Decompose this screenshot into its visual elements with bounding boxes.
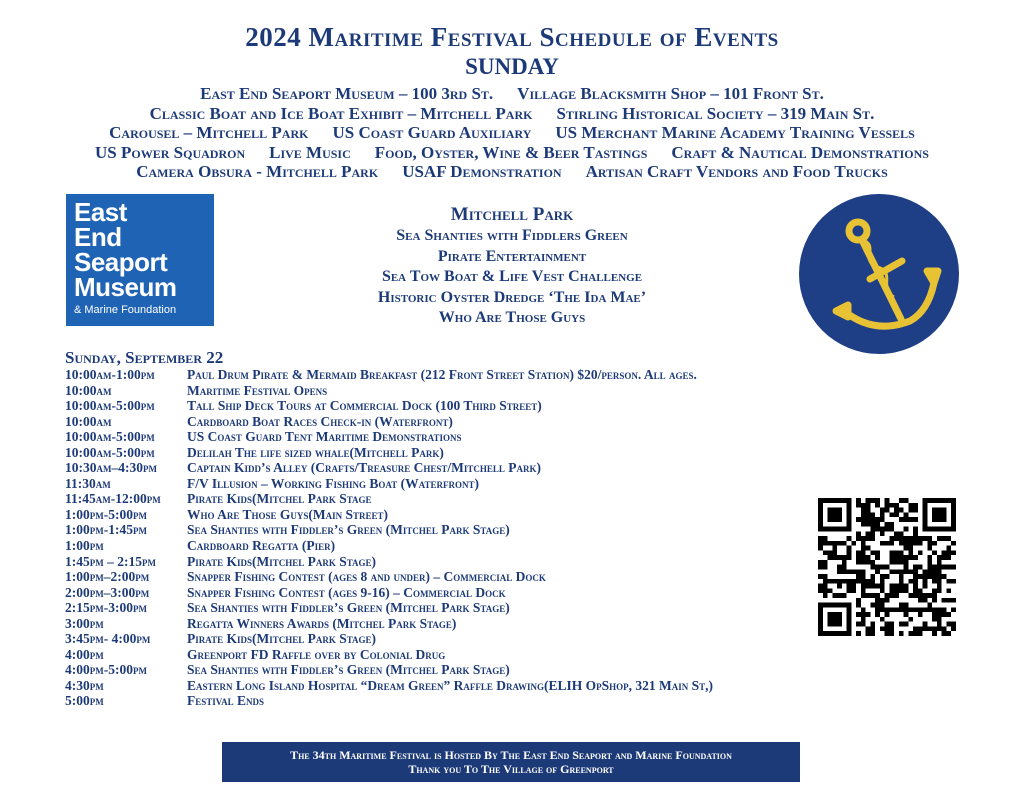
venue-item: US Power Squadron (95, 142, 246, 162)
park-item: Pirate Entertainment (437, 247, 587, 265)
footer-line: Thank you To The Village of Greenport (408, 762, 614, 776)
schedule-row (65, 616, 845, 632)
event-time: 1:45pm – 2:15pm (65, 553, 156, 569)
footer-line: The 34th Maritime Festival is Hosted By The East End Seaport and Marine Foundation (290, 748, 732, 762)
venue-item: US Coast Guard Auxiliary (332, 123, 532, 142)
venue-item: USAF Demonstration (402, 162, 562, 181)
venue-item: Food, Oyster, Wine & Beer Tastings (374, 142, 648, 162)
event-time: 1:00pm-5:00pm (65, 506, 147, 522)
event-name: Sea Shanties with Fiddler’s Green (Mitchel Park Stage) (187, 662, 510, 678)
schedule-row (65, 383, 845, 399)
anchor-icon (798, 193, 960, 355)
event-time: 11:30am (65, 475, 111, 491)
schedule-row (65, 693, 845, 709)
schedule-row (65, 491, 845, 507)
event-time: 3:00pm (65, 615, 104, 631)
event-time: 4:00pm (65, 646, 104, 662)
schedule-row (65, 507, 845, 523)
event-time: 10:00am (65, 413, 112, 429)
schedule-row (65, 522, 845, 538)
schedule-row (65, 476, 845, 492)
schedule-row (65, 678, 845, 694)
venue-item: Live Music (269, 142, 351, 162)
park-item: Sea Tow Boat & Life Vest Challenge (381, 268, 643, 285)
schedule-row (65, 429, 845, 445)
schedule-row (65, 647, 845, 663)
schedule-row (65, 460, 845, 476)
event-name: Tall Ship Deck Tours at Commercial Dock (100 Third Street) (187, 398, 542, 414)
event-time: 2:00pm–3:00pm (65, 584, 150, 600)
schedule-row (65, 600, 845, 616)
venue-item: US Merchant Marine Academy Training Vessels (555, 123, 915, 142)
event-name: Paul Drum Pirate & Mermaid Breakfast (212 Front Street Station) $20/person. All ages. (187, 367, 697, 382)
venue-item: Stirling Historical Society – 319 Main St. (556, 103, 875, 123)
logo-line: Seaport (74, 247, 168, 277)
event-time: 4:30pm (65, 677, 104, 693)
event-name: Festival Ends (187, 693, 264, 709)
schedule-row (65, 554, 845, 570)
logo-line: Museum (74, 272, 177, 302)
footer-banner (222, 742, 800, 782)
event-time: 1:00pm (65, 538, 104, 554)
park-item: Sea Shanties with Fiddlers Green (396, 227, 628, 244)
event-name: Greenport FD Raffle over by Colonial Drug (187, 646, 446, 662)
venue-line (0, 162, 1024, 182)
mitchell-park-heading: Mitchell Park (450, 204, 574, 225)
schedule-row (65, 569, 845, 585)
venue-line (0, 104, 1024, 124)
event-name: Captain Kidd’s Alley (Crafts/Treasure Chest/Mitchell Park) (187, 460, 541, 476)
schedule-heading: Sunday, September 22 (65, 348, 224, 367)
event-time: 10:00am-5:00pm (65, 398, 155, 414)
event-time: 1:00pm–2:00pm (65, 569, 150, 585)
page-title: 2024 Maritime Festival Schedule of Events (245, 22, 779, 52)
qr-code[interactable] (818, 498, 956, 636)
event-name: Pirate Kids(Mitchel Park Stage) (187, 631, 377, 647)
logo-subtitle: & Marine Foundation (74, 304, 177, 316)
schedule-section (65, 348, 845, 709)
park-item: Who Are Those Guys (438, 309, 586, 326)
venue-item: Classic Boat and Ice Boat Exhibit – Mitchell Park (149, 103, 533, 123)
schedule-list (65, 367, 845, 709)
schedule-row (65, 398, 845, 414)
event-time: 4:00pm-5:00pm (65, 662, 147, 678)
schedule-row (65, 367, 845, 383)
event-time: 3:45pm- 4:00pm (65, 631, 151, 647)
event-name: Delilah The life sized whale(Mitchell Park) (187, 444, 444, 460)
schedule-row (65, 538, 845, 554)
schedule-row (65, 414, 845, 430)
event-name: F/V Illusion – Working Fishing Boat (Waterfront) (187, 475, 479, 491)
venue-list (0, 84, 1024, 182)
event-time: 10:00am-1:00pm (65, 367, 155, 382)
venue-line (0, 84, 1024, 104)
mitchell-park-section (312, 204, 712, 329)
event-name: US Coast Guard Tent Maritime Demonstrations (187, 429, 462, 445)
venue-item: Craft & Nautical Demonstrations (671, 142, 929, 162)
venue-line (0, 143, 1024, 163)
event-name: Sea Shanties with Fiddler’s Green (Mitchel Park Stage) (187, 522, 510, 538)
schedule-row (65, 445, 845, 461)
event-name: Maritime Festival Opens (187, 382, 328, 398)
event-name: Pirate Kids(Mitchel Park Stage (187, 491, 372, 507)
park-item: Historic Oyster Dredge ‘The Ida Mae’ (377, 288, 647, 306)
venue-item: Village Blacksmith Shop – 101 Front St. (517, 84, 824, 103)
event-name: Regatta Winners Awards (Mitchel Park Stage) (187, 615, 457, 631)
event-name: Cardboard Regatta (Pier) (187, 538, 336, 554)
venue-item: Carousel – Mitchell Park (109, 123, 309, 142)
event-time: 11:45am-12:00pm (65, 491, 161, 507)
event-name: Snapper Fishing Contest (ages 8 and under) – Commercial Dock (187, 569, 546, 585)
event-time: 10:00am-5:00pm (65, 429, 155, 445)
logo-line: East (74, 197, 127, 227)
event-time: 5:00pm (65, 693, 104, 709)
schedule-row (65, 662, 845, 678)
venue-item: Camera Obsura - Mitchell Park (136, 162, 379, 181)
event-name: Sea Shanties with Fiddler’s Green (Mitchel Park Stage) (187, 600, 510, 616)
schedule-row (65, 585, 845, 601)
logo-line: End (74, 222, 122, 252)
venue-item: Artisan Craft Vendors and Food Trucks (585, 162, 888, 181)
event-time: 10:00am-5:00pm (65, 444, 155, 460)
event-time: 2:15pm-3:00pm (65, 600, 147, 616)
event-time: 10:00am (65, 382, 112, 398)
event-name: Cardboard Boat Races Check-in (Waterfront) (187, 413, 453, 429)
event-name: Snapper Fishing Contest (ages 9-16) – Commercial Dock (187, 584, 506, 600)
day-heading: SUNDAY (465, 54, 559, 79)
event-time: 10:30am–4:30pm (65, 460, 157, 476)
museum-logo (66, 194, 214, 326)
schedule-row (65, 631, 845, 647)
venue-line (0, 123, 1024, 143)
event-name: Pirate Kids(Mitchel Park Stage) (187, 553, 377, 569)
event-time: 1:00pm-1:45pm (65, 522, 147, 538)
event-name: Who Are Those Guys(Main Street) (187, 506, 389, 522)
venue-item: East End Seaport Museum – 100 3rd St. (200, 84, 494, 103)
event-name: Eastern Long Island Hospital “Dream Green” Raffle Drawing(ELIH OpShop, 321 Main St,) (187, 677, 714, 693)
